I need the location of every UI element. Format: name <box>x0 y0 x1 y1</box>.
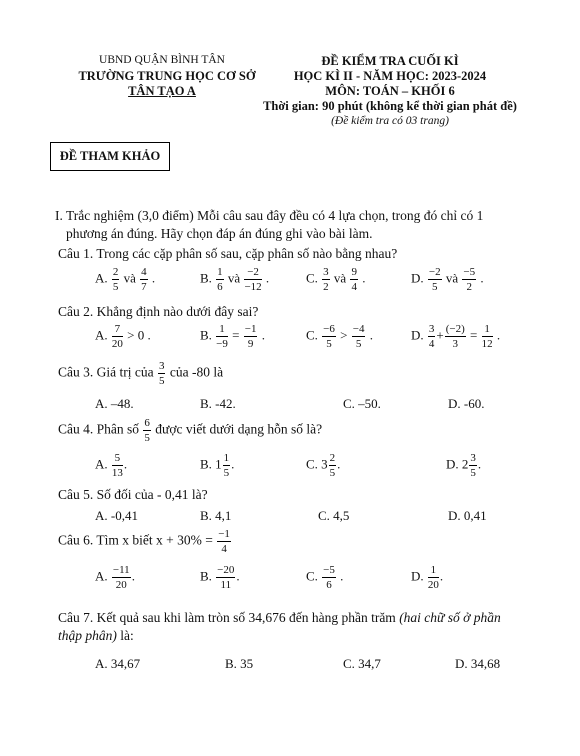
fraction <box>112 452 123 479</box>
fraction <box>217 528 231 555</box>
numerator: −2 <box>428 266 442 280</box>
question-5-option-a[interactable]: A. -0,41 <box>95 508 138 523</box>
question-1-option-a[interactable] <box>95 266 155 293</box>
fraction <box>322 266 330 293</box>
fraction <box>322 564 336 591</box>
numerator: 5 <box>112 452 123 466</box>
expression-rest: > 0 . <box>127 327 151 343</box>
school-name: TRƯỜNG TRUNG HỌC CƠ SỞ <box>78 69 256 83</box>
question-4-option-b[interactable] <box>200 452 234 479</box>
punct: . <box>261 327 265 343</box>
punct: . <box>362 270 366 286</box>
numerator: 9 <box>350 266 358 280</box>
section-intro-line2: phương án đúng. Hãy chọn đáp án đúng ghi vào bài làm. <box>66 226 373 241</box>
option-label: A. <box>95 270 108 286</box>
denominator: 5 <box>432 281 438 294</box>
fraction <box>329 452 337 479</box>
question-4-option-c[interactable] <box>306 452 340 479</box>
question-6-option-d[interactable] <box>411 564 443 591</box>
denominator: 5 <box>470 467 476 480</box>
denominator: 6 <box>217 281 223 294</box>
operator: = <box>470 327 478 343</box>
stem-pre: Câu 6. Tìm x biết x + 30% = <box>58 532 213 548</box>
option-label: B. <box>200 456 212 472</box>
numerator: −4 <box>352 323 366 337</box>
numerator: 4 <box>140 266 148 280</box>
conjunction: và <box>445 270 459 286</box>
question-1-stem: Câu 1. Trong các cặp phân số sau, cặp phân số nào bằng nhau? <box>58 246 398 261</box>
option-label: B. <box>200 327 212 343</box>
fraction <box>112 266 120 293</box>
fraction <box>350 266 358 293</box>
option-label: A. <box>95 327 108 343</box>
question-2-option-b[interactable] <box>200 323 265 350</box>
numerator: 3 <box>158 360 166 374</box>
stem-italic: (hai chữ số ở phần <box>399 610 501 625</box>
punct: . <box>236 568 240 584</box>
numerator: −1 <box>244 323 258 337</box>
denominator: 3 <box>452 338 458 351</box>
numerator: 2 <box>329 452 337 466</box>
question-2-option-a[interactable] <box>95 323 151 350</box>
punct: . <box>131 568 135 584</box>
option-label: B. <box>200 568 212 584</box>
question-1-option-b[interactable] <box>200 266 269 293</box>
option-label: C. <box>306 568 318 584</box>
punct: . <box>151 270 156 286</box>
fraction <box>352 323 366 350</box>
numerator: 2 <box>112 266 120 280</box>
numerator: 3 <box>469 452 477 466</box>
numerator: 1 <box>223 452 231 466</box>
option-label: D. <box>411 327 424 343</box>
exam-term: HỌC KÌ II - NĂM HỌC: 2023-2024 <box>293 69 487 83</box>
fraction <box>428 323 436 350</box>
exam-subject: MÔN: TOÁN – KHỐI 6 <box>325 84 455 98</box>
numerator: −2 <box>244 266 261 280</box>
denominator: −12 <box>244 281 262 294</box>
whole-part: 2 <box>461 456 469 472</box>
numerator: −5 <box>322 564 336 578</box>
denominator: 20 <box>115 579 127 592</box>
option-label: C. <box>306 327 318 343</box>
fraction <box>469 452 477 479</box>
fraction <box>112 323 123 350</box>
question-3-stem <box>58 360 223 387</box>
option-label: C. <box>306 270 318 286</box>
fraction <box>216 564 235 591</box>
question-6-stem <box>58 528 232 555</box>
question-5-option-b[interactable]: B. 4,1 <box>200 508 232 523</box>
question-2-option-d[interactable] <box>411 323 500 350</box>
fraction <box>223 452 231 479</box>
punct: . <box>337 456 341 472</box>
fraction <box>244 266 261 293</box>
numerator: −5 <box>462 266 476 280</box>
denominator: 4 <box>351 281 357 294</box>
denominator: 13 <box>111 467 123 480</box>
numerator: (−2) <box>445 323 466 337</box>
denominator: 4 <box>221 543 227 556</box>
numerator: 1 <box>482 323 493 337</box>
stem-pre: Câu 4. Phân số <box>58 421 139 437</box>
option-label: A. <box>95 456 108 472</box>
question-5-option-d[interactable]: D. 0,41 <box>448 508 487 523</box>
numerator: 6 <box>143 417 151 431</box>
question-4-option-d[interactable] <box>446 452 481 479</box>
denominator: 5 <box>326 338 332 351</box>
denominator: 5 <box>329 467 336 480</box>
stem-pre: Câu 3. Giá trị của <box>58 364 154 380</box>
fraction <box>112 564 131 591</box>
fraction <box>482 323 493 350</box>
punct: . <box>496 327 501 343</box>
denominator: 5 <box>355 338 362 351</box>
fraction <box>244 323 258 350</box>
fraction <box>445 323 466 350</box>
fraction <box>428 564 439 591</box>
section-intro-line1: I. Trắc nghiệm (3,0 điểm) Mỗi câu sau đây đều có 4 lựa chọn, trong đó chỉ có 1 <box>55 208 484 223</box>
school-subname: TÂN TẠO A <box>128 84 196 98</box>
punct: . <box>231 456 235 472</box>
reference-badge <box>50 142 170 171</box>
numerator: 1 <box>428 564 439 578</box>
stem-text: Câu 7. Kết quả sau khi làm tròn số 34,676 đến hàng phần trăm <box>58 610 400 625</box>
denominator: 7 <box>141 281 147 294</box>
numerator: −20 <box>216 564 235 578</box>
question-1-option-c[interactable] <box>306 266 365 293</box>
question-7-option-d[interactable]: D. 34,68 <box>455 656 501 671</box>
district-name: UBND QUẬN BÌNH TÂN <box>99 54 225 66</box>
question-3-option-b[interactable]: B. -42. <box>200 396 236 411</box>
fraction <box>322 323 336 350</box>
denominator: 5 <box>158 375 165 388</box>
punct: . <box>439 568 444 584</box>
fraction <box>140 266 148 293</box>
option-label: B. <box>200 270 212 286</box>
operator: > <box>340 327 348 343</box>
denominator: 9 <box>247 338 254 351</box>
exam-pages: (Đề kiểm tra có 03 trang) <box>331 115 449 127</box>
question-7-option-b[interactable]: B. 35 <box>225 656 254 671</box>
question-5-stem: Câu 5. Số đối của - 0,41 là? <box>58 487 208 502</box>
punct: . <box>123 456 128 472</box>
denominator: 20 <box>111 338 123 351</box>
denominator: 12 <box>481 338 493 351</box>
question-1-option-d[interactable] <box>411 266 484 293</box>
denominator: 2 <box>466 281 472 294</box>
stem-post: của -80 là <box>169 364 224 380</box>
numerator: 7 <box>112 323 123 337</box>
denominator: 5 <box>112 281 119 294</box>
punct: . <box>369 327 373 343</box>
question-7-stem-line2 <box>58 628 134 644</box>
denominator: 2 <box>323 281 329 294</box>
numerator: 1 <box>216 323 228 337</box>
stem-text: là: <box>116 628 134 643</box>
operator: = <box>232 327 240 343</box>
question-7-stem <box>58 610 501 626</box>
fraction <box>462 266 476 293</box>
fraction <box>216 266 224 293</box>
fraction <box>158 360 166 387</box>
conjunction: và <box>333 270 347 286</box>
question-7-option-a[interactable]: A. 34,67 <box>95 656 141 671</box>
denominator: 4 <box>428 338 435 351</box>
numerator: 3 <box>428 323 436 337</box>
whole-part: 1 <box>215 456 222 472</box>
punct: . <box>480 270 484 286</box>
stem-post: được viết dưới dạng hỗn số là? <box>155 421 323 437</box>
question-5-option-c[interactable]: C. 4,5 <box>318 508 350 523</box>
whole-part: 3 <box>321 456 328 472</box>
numerator: −1 <box>217 528 231 542</box>
question-2-stem: Câu 2. Khẳng định nào dưới đây sai? <box>58 304 259 319</box>
question-6-option-a[interactable] <box>95 564 135 591</box>
option-label: D. <box>411 270 424 286</box>
question-6-option-b[interactable] <box>200 564 240 591</box>
question-3-option-a[interactable]: A. –48. <box>95 396 134 411</box>
exam-duration: Thời gian: 90 phút (không kể thời gian phát đề) <box>263 99 517 113</box>
punct: . <box>340 568 344 584</box>
denominator: 20 <box>427 579 439 592</box>
question-3-option-d[interactable]: D. -60. <box>448 396 485 411</box>
fraction <box>428 266 442 293</box>
denominator: 11 <box>220 579 232 592</box>
numerator: 3 <box>322 266 330 280</box>
conjunction: và <box>123 270 136 286</box>
operator: + <box>436 327 444 343</box>
denominator: 5 <box>223 467 230 480</box>
question-4-stem <box>58 417 322 444</box>
numerator: 1 <box>216 266 224 280</box>
punct: . <box>477 456 482 472</box>
option-label: D. <box>411 568 424 584</box>
punct: . <box>265 270 270 286</box>
question-4-option-a[interactable] <box>95 452 127 479</box>
denominator: 6 <box>326 579 332 592</box>
denominator: 5 <box>144 432 150 445</box>
fraction <box>216 323 228 350</box>
numerator: −6 <box>322 323 336 337</box>
question-3-option-c[interactable]: C. –50. <box>343 396 381 411</box>
option-label: A. <box>95 568 108 584</box>
option-label: D. <box>446 456 459 472</box>
reference-badge-label: ĐỀ THAM KHẢO <box>59 149 161 163</box>
fraction <box>143 417 151 444</box>
stem-italic: thập phân) <box>58 628 117 643</box>
conjunction: và <box>227 270 241 286</box>
option-label: C. <box>306 456 318 472</box>
question-6-option-c[interactable] <box>306 564 343 591</box>
denominator: −9 <box>216 338 228 351</box>
question-7-option-c[interactable]: C. 34,7 <box>343 656 381 671</box>
question-2-option-c[interactable] <box>306 323 373 350</box>
exam-title: ĐỀ KIỂM TRA CUỐI KÌ <box>321 54 459 68</box>
numerator: −11 <box>112 564 131 578</box>
